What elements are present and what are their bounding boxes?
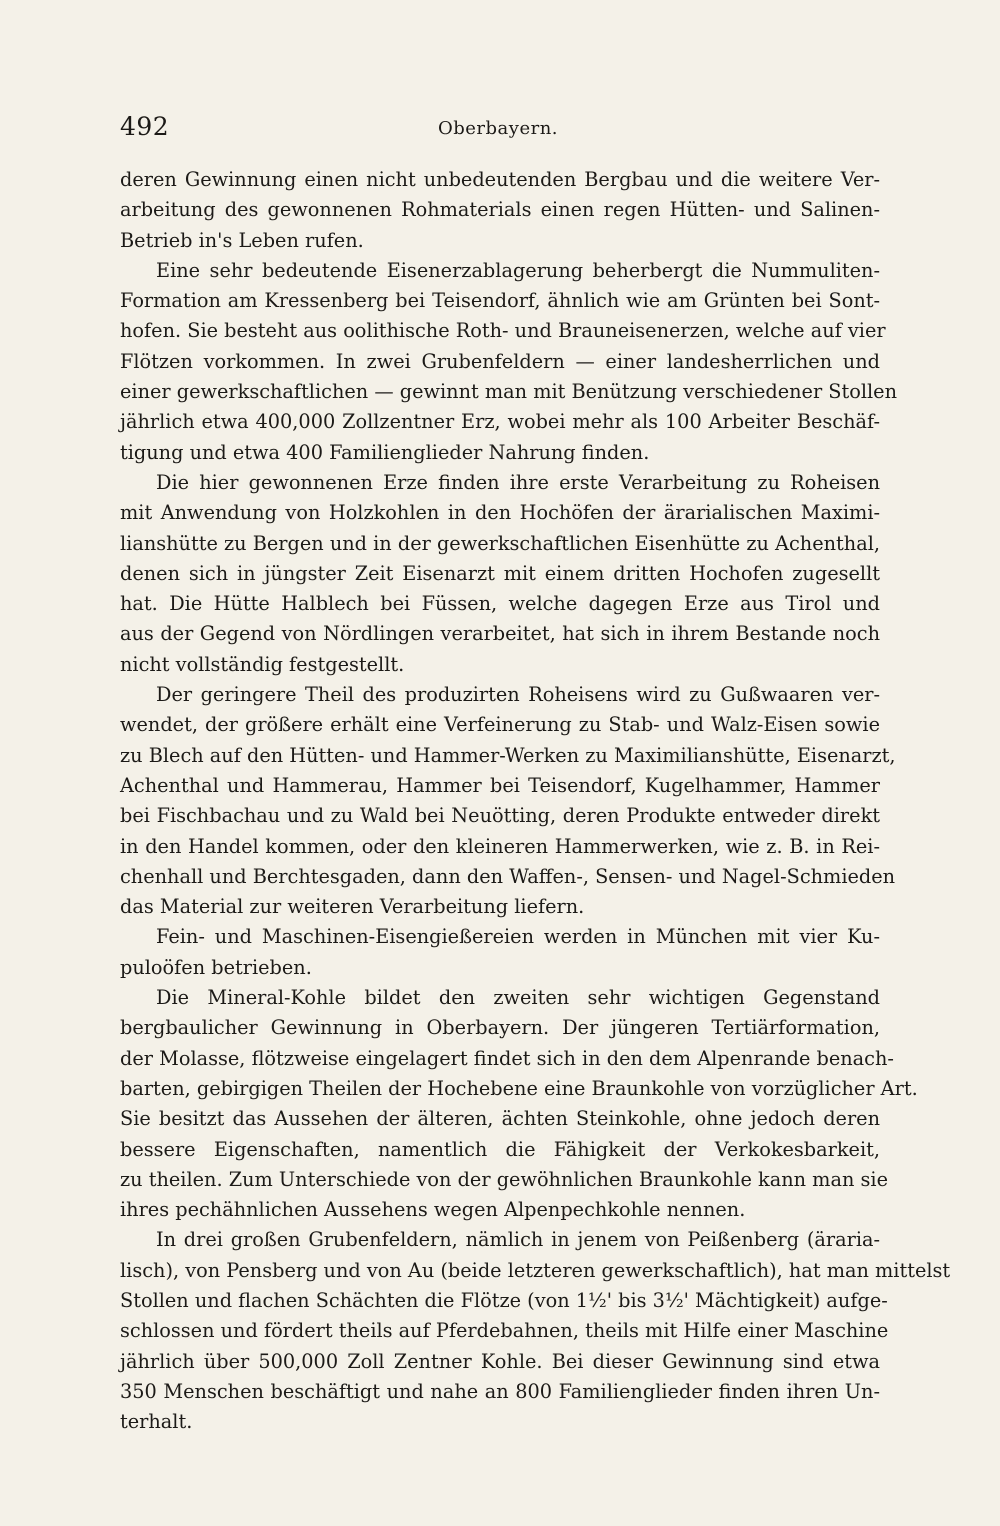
text-line: jährlich über 500,000 Zoll Zentner Kohle. Bei dieser Gewinnung sind etwa <box>120 1349 880 1373</box>
text-line: terhalt. <box>120 1410 193 1434</box>
text-line: zu Blech auf den Hütten- und Hammer-Werken zu Maximilianshütte, Eisenarzt, <box>120 743 896 767</box>
text-line: bergbaulicher Gewinnung in Oberbayern. Der jüngeren Tertiärformation, <box>120 1016 880 1040</box>
text-line: wendet, der größere erhält eine Verfeinerung zu Stab- und Walz-Eisen sowie <box>120 713 880 737</box>
text-line: lisch), von Pensberg und von Au (beide letzteren gewerkschaftlich), hat man mittelst <box>120 1258 951 1282</box>
paragraph <box>120 922 880 983</box>
text-line: nicht vollständig festgestellt. <box>120 652 405 676</box>
text-line: jährlich etwa 400,000 Zollzentner Erz, wobei mehr als 100 Arbeiter Beschäf- <box>120 410 880 434</box>
text-line: aus der Gegend von Nördlingen verarbeitet, hat sich in ihrem Bestande noch <box>120 622 880 646</box>
text-line: mit Anwendung von Holzkohlen in den Hochöfen der ärarialischen Maximi- <box>120 501 880 525</box>
text-line: puloöfen betrieben. <box>120 955 312 979</box>
paragraph <box>120 983 918 1225</box>
text-line: denen sich in jüngster Zeit Eisenarzt mit einem dritten Hochofen zugesellt <box>120 561 880 585</box>
text-line: Eine sehr bedeutende Eisenerzablagerung beherbergt die Nummuliten- <box>156 258 880 282</box>
text-line: chenhall und Berchtesgaden, dann den Waffen-, Sensen- und Nagel-Schmieden <box>120 864 896 888</box>
text-line: In drei großen Grubenfeldern, nämlich in jenem von Peißenberg (äraria- <box>156 1228 880 1252</box>
text-line: Fein- und Maschinen-Eisengießereien werden in München mit vier Ku- <box>156 925 880 949</box>
text-line: in den Handel kommen, oder den kleineren Hammerwerken, wie z. B. in Rei- <box>120 834 880 858</box>
text-line: schlossen und fördert theils auf Pferdebahnen, theils mit Hilfe einer Maschine <box>120 1319 889 1343</box>
text-line: hat. Die Hütte Halblech bei Füssen, welche dagegen Erze aus Tirol und <box>120 592 880 616</box>
text-line: Betrieb in's Leben rufen. <box>120 228 364 252</box>
running-title: Oberbayern. <box>438 118 559 139</box>
text-line: barten, gebirgigen Theilen der Hochebene eine Braunkohle von vorzüglicher Art. <box>120 1076 918 1100</box>
text-line: der Molasse, flötzweise eingelagert findet sich in den dem Alpenrande benach- <box>120 1046 894 1070</box>
paragraph <box>120 468 880 680</box>
text-line: Die Mineral-Kohle bildet den zweiten sehr wichtigen Gegenstand <box>156 986 880 1010</box>
paragraph <box>120 165 880 256</box>
text-line: bei Fischbachau und zu Wald bei Neuötting, deren Produkte entweder direkt <box>120 804 880 828</box>
page-body <box>120 165 951 1437</box>
text-line: tigung und etwa 400 Familienglieder Nahrung finden. <box>120 440 650 464</box>
text-line: Flötzen vorkommen. In zwei Grubenfeldern — einer landesherrlichen und <box>120 349 880 373</box>
text-line: Stollen und flachen Schächten die Flötze (von 1½' bis 3½' Mächtigkeit) aufge- <box>120 1288 888 1312</box>
text-line: bessere Eigenschaften, namentlich die Fähigkeit der Verkokesbarkeit, <box>120 1137 880 1161</box>
page-number: 492 <box>120 112 170 141</box>
text-line: 350 Menschen beschäftigt und nahe an 800 Familienglieder finden ihren Un- <box>120 1379 880 1403</box>
paragraph <box>120 680 896 922</box>
text-line: deren Gewinnung einen nicht unbedeutenden Bergbau und die weitere Ver- <box>120 168 880 191</box>
text-line: Der geringere Theil des produzirten Roheisens wird zu Gußwaaren ver- <box>156 683 880 707</box>
text-line: Achenthal und Hammerau, Hammer bei Teisendorf, Kugelhammer, Hammer <box>120 773 880 797</box>
text-line: arbeitung des gewonnenen Rohmaterials einen regen Hütten- und Salinen- <box>120 198 880 222</box>
text-line: Sie besitzt das Aussehen der älteren, ächten Steinkohle, ohne jedoch deren <box>120 1107 880 1131</box>
text-line: das Material zur weiteren Verarbeitung liefern. <box>120 895 585 919</box>
text-line: ihres pechähnlichen Aussehens wegen Alpenpechkohle nennen. <box>120 1198 746 1222</box>
text-line: zu theilen. Zum Unterschiede von der gewöhnlichen Braunkohle kann man sie <box>120 1167 888 1191</box>
paragraph <box>120 256 898 468</box>
text-line: Die hier gewonnenen Erze finden ihre erste Verarbeitung zu Roheisen <box>156 470 880 494</box>
paragraph <box>120 1225 951 1437</box>
text-line: hofen. Sie besteht aus oolithische Roth- und Brauneisenerzen, welche auf vier <box>120 319 886 343</box>
text-line: lianshütte zu Bergen und in der gewerkschaftlichen Eisenhütte zu Achenthal, <box>120 531 880 555</box>
text-line: einer gewerkschaftlichen — gewinnt man mit Benützung verschiedener Stollen <box>120 380 898 404</box>
page-header <box>120 112 880 152</box>
text-line: Formation am Kressenberg bei Teisendorf, ähnlich wie am Grünten bei Sont- <box>120 289 880 313</box>
